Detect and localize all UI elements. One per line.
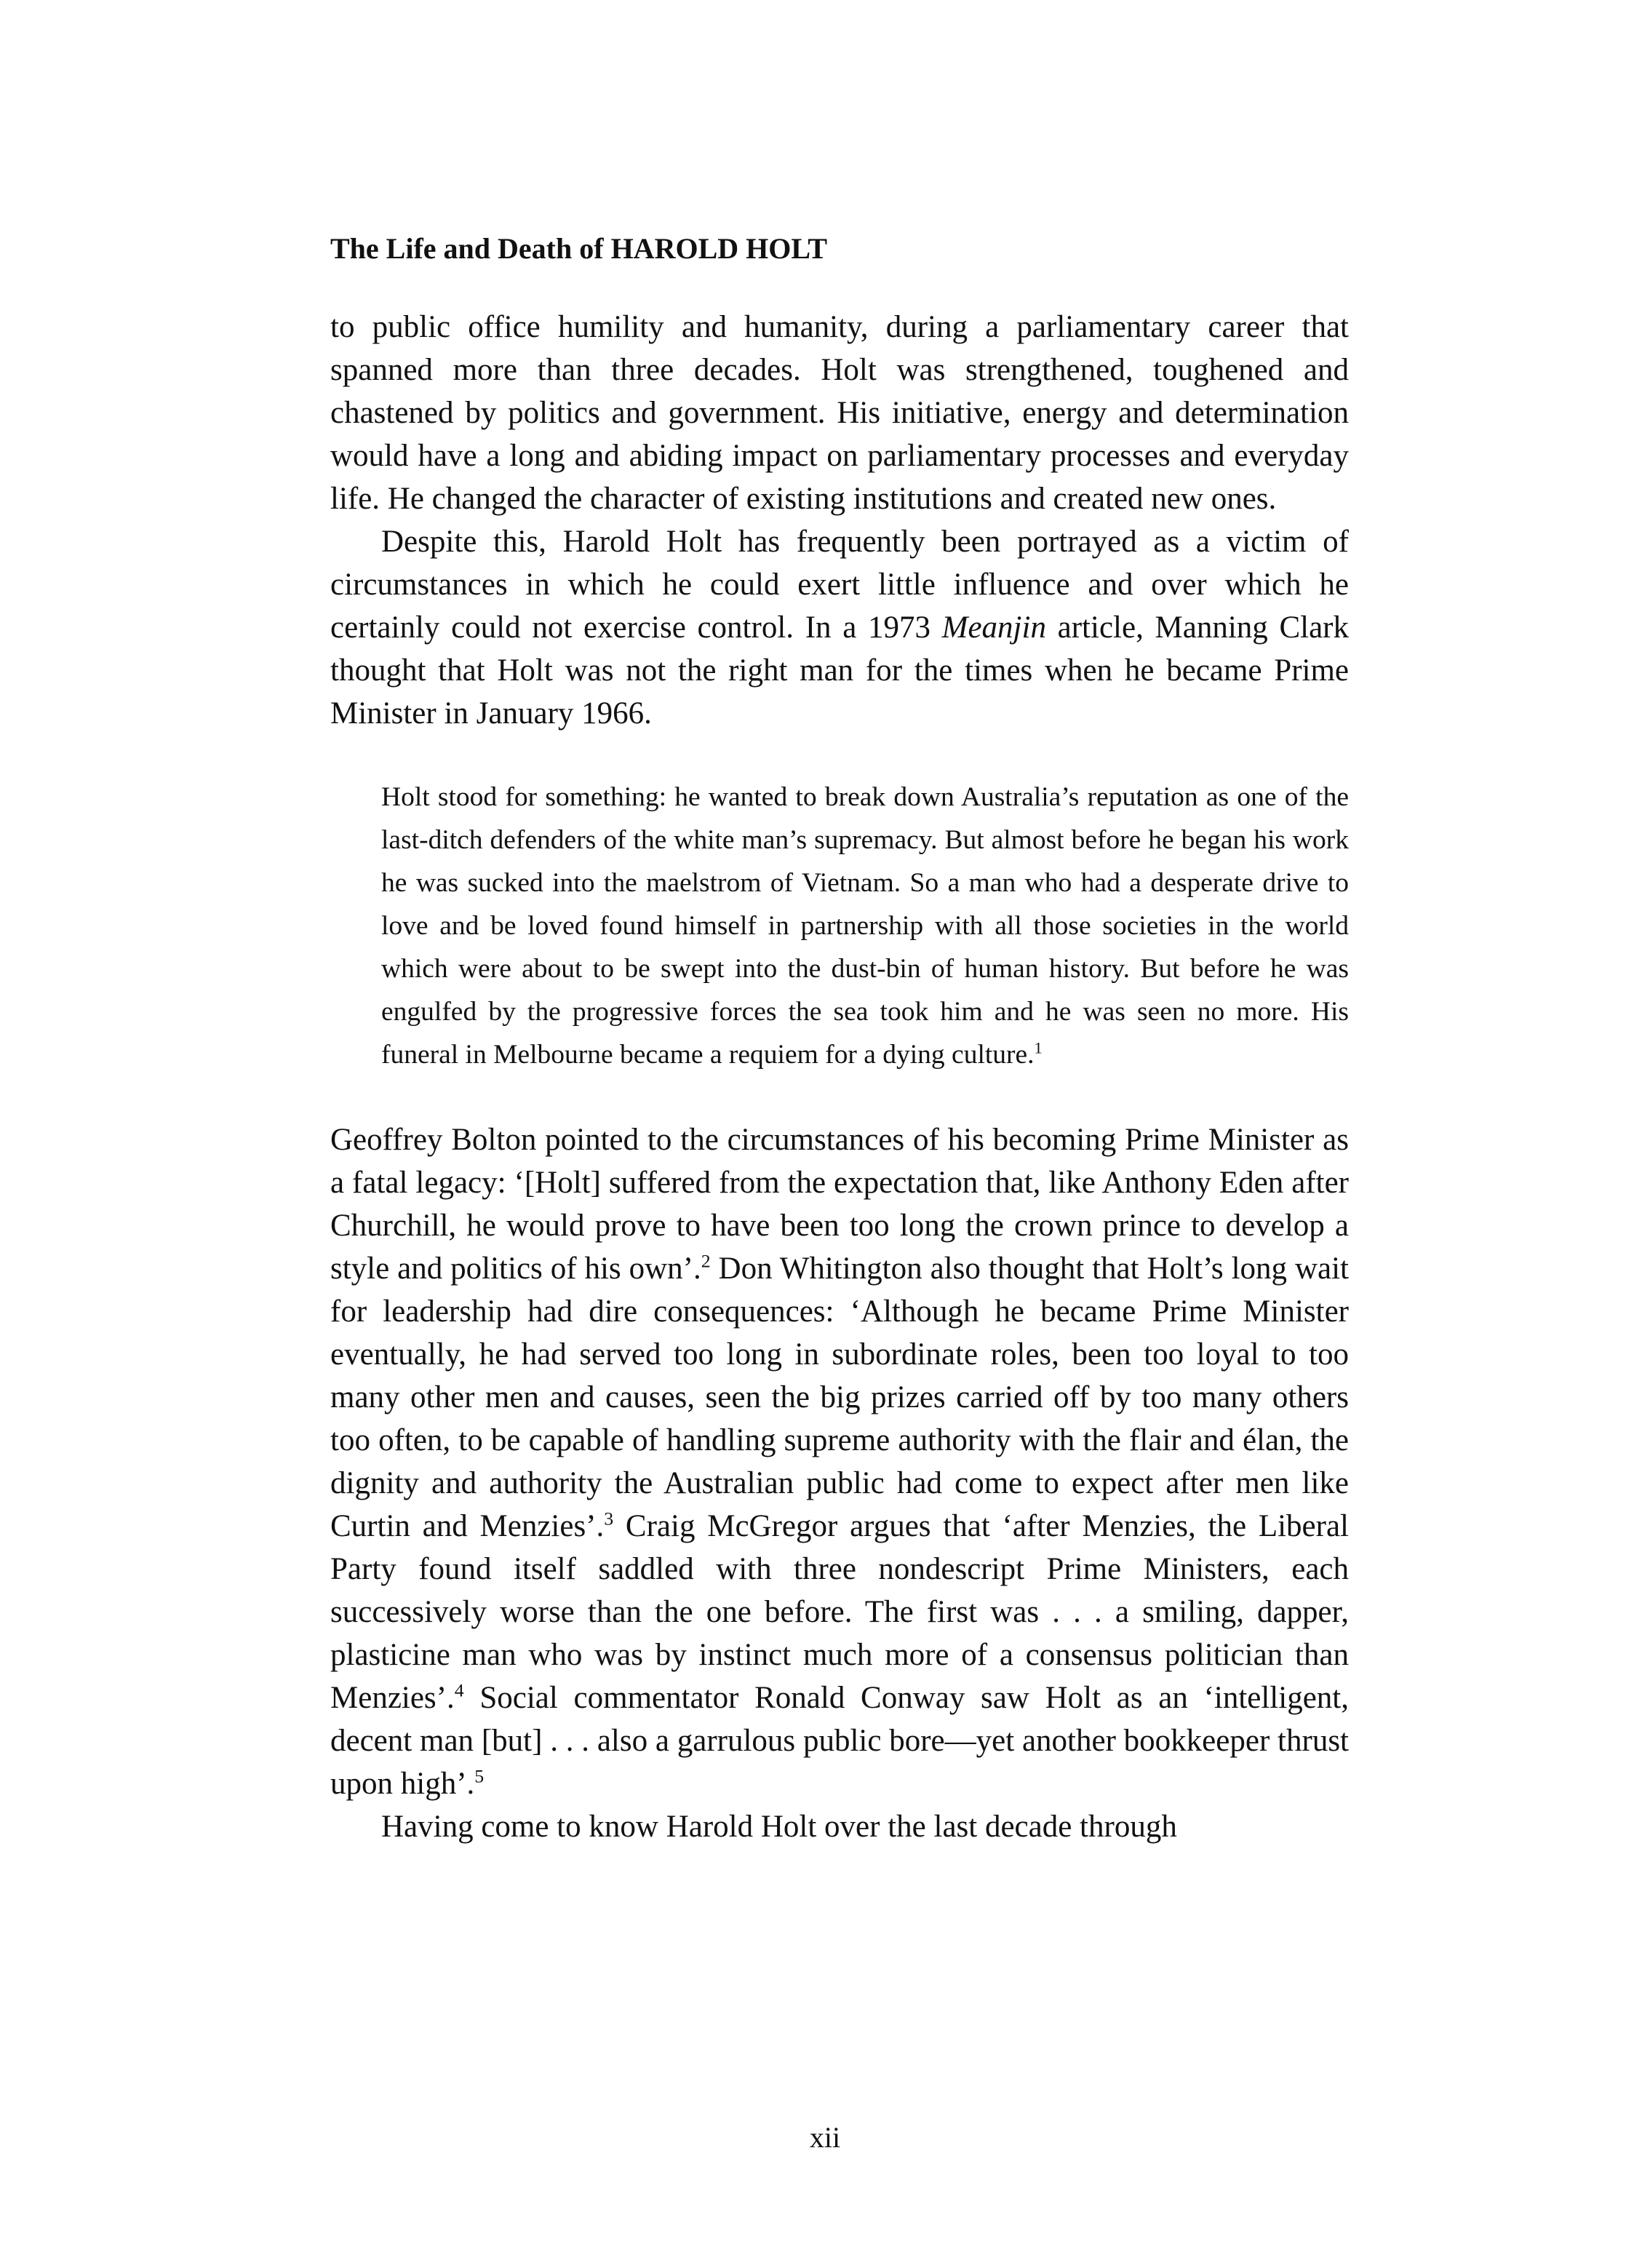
- paragraph-having: Having come to know Harold Holt over the last decade through: [381, 1810, 1177, 1844]
- paragraph-despite: [330, 520, 1349, 735]
- paragraph-bolton: [330, 1118, 1349, 1805]
- paragraph-text: Social commentator Ronald Conway saw Holt as an ‘intelligent, decent man [but] . . . also a garrulous public bore—yet another bookkeeper thrust upon high’.: [330, 1681, 1349, 1801]
- footnote-ref-4: 4: [454, 1679, 464, 1701]
- footnote-ref-1: 1: [1034, 1038, 1043, 1057]
- running-head: The Life and Death of HAROLD HOLT: [330, 232, 828, 265]
- page-content: [330, 231, 1349, 1848]
- paragraph-continuation: to public office humility and humanity, during a parliamentary career that spanned more than three decades. Holt was strengthened, toughened and chastened by politics and government. His initiative, energy and determination would have a long and abiding impact on parliamentary processes and everyday life. He changed the character of existing institutions and created new ones.: [330, 310, 1349, 516]
- paragraph-text: Don Whitington also thought that Holt’s long wait for leadership had dire consequences: ‘Although he became Prime Minister eventually, he had served too long in subordinate roles, been too loyal to too many other men and causes, seen the big prizes carried off by too many others too often, to be capable of handling supreme authority with the flair and élan, the dignity and authority the Australian public had come to expect after men like Curtin and Menzies’.: [330, 1252, 1349, 1543]
- page-number: xii: [809, 2121, 841, 2154]
- paragraph-text: Craig McGregor argues that ‘after Menzies, the Liberal Party found itself saddled with three nondescript Prime Ministers, each successively worse than the one before. The first was . . . a smiling, dapper, plasticine man who was by instinct much more of a consensus politician than Menzies’.: [330, 1509, 1349, 1715]
- paragraph-text: Geoffrey Bolton pointed to the circumstances of his becoming Prime Minister as a fatal legacy: ‘[Holt] suffered from the expectation that, like Anthony Eden after Churchill, he would prove to have been too long the crown prince to develop a style and politics of his own’.: [330, 1123, 1349, 1286]
- block-quote: [381, 776, 1349, 1076]
- footnote-ref-2: 2: [701, 1250, 711, 1272]
- publication-title: Meanjin: [941, 610, 1046, 645]
- body-text: [330, 306, 1349, 1848]
- paragraph-text: article, Manning Clark thought that Holt was not the right man for the times when he became Prime Minister in January 1966.: [330, 610, 1349, 731]
- paragraph-text: Despite this, Harold Holt has frequently been portrayed as a victim of circumstances in which he could exert little influence and over which he certainly could not exercise control. In a 1973: [330, 525, 1349, 645]
- quote-body: Holt stood for something: he wanted to break down Australia’s reputation as one of the last-ditch defenders of the white man’s supremacy. But almost before he began his work he was sucked into the maelstrom of Vietnam. So a man who had a desperate drive to love and be loved found himself in partnership with all those societies in the world which were about to be swept into the dust-bin of human history. But before he was engulfed by the progressive forces the sea took him and he was seen no more. His funeral in Melbourne became a requiem for a dying culture.: [381, 782, 1349, 1070]
- footnote-ref-5: 5: [474, 1765, 485, 1787]
- quote-text: [381, 776, 1349, 1076]
- footnote-ref-3: 3: [604, 1508, 614, 1529]
